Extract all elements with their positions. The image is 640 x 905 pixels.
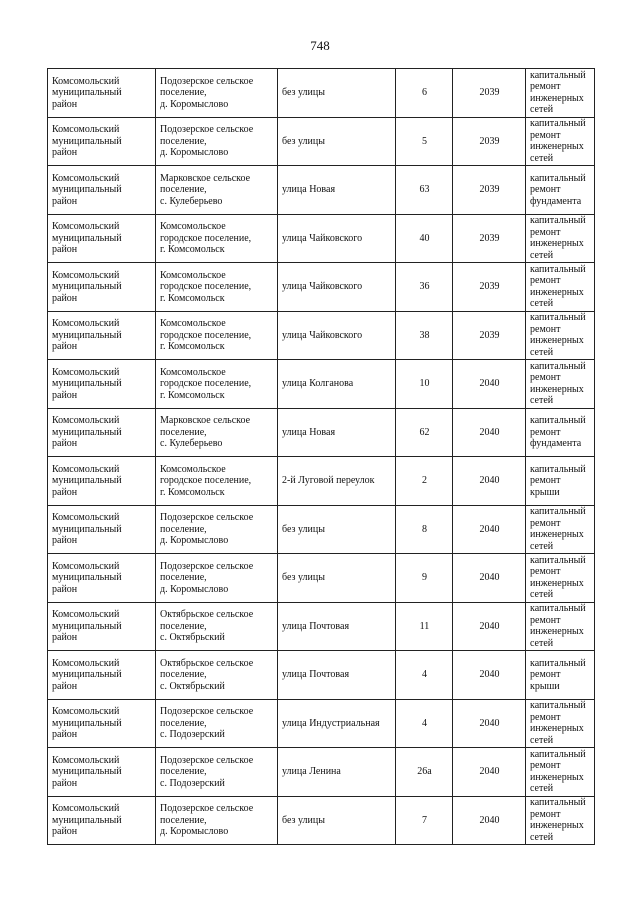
street-cell-text: без улицы [282,135,325,147]
work-type-cell [526,505,595,554]
street-cell [278,117,396,166]
house-number-cell-text: 38 [419,329,430,341]
house-number-cell-text: 8 [422,523,427,535]
settlement-cell-text: Марковское сельское поселение, с. Кулеберьево [160,415,251,449]
table-row [48,505,595,554]
settlement-cell-text: Комсомольское городское поселение, г. Комсомольск [160,463,252,498]
street-cell-text: 2-й Луговой переулок [282,475,375,486]
house-number-cell [396,505,453,554]
settlement-cell-text: Подозерское сельское поселение, д. Коромыслово [160,512,254,546]
street-cell-text: без улицы [282,814,325,826]
table-row [48,796,595,845]
street-cell-text: улица Новая [282,184,336,195]
work-type-cell-text: капитальный ремонт крыши [530,463,586,498]
settlement-cell [156,360,278,409]
year-cell [453,214,526,263]
house-number-cell-text: 7 [422,814,427,826]
house-number-cell-text: 63 [419,184,430,195]
year-cell-text: 2039 [479,232,500,244]
work-type-cell-text: капитальный ремонт инженерных сетей [530,506,586,552]
work-type-cell [526,311,595,360]
work-type-cell-text: капитальный ремонт фундамента [530,172,586,207]
work-type-cell-text: капитальный ремонт фундамента [530,415,586,449]
settlement-cell [156,554,278,603]
district-cell-text: Комсомольский муниципальный район [52,706,122,740]
house-number-cell [396,457,453,506]
work-type-cell [526,263,595,312]
work-type-cell [526,602,595,651]
district-cell [48,166,156,215]
street-cell-text: улица Чайковского [282,232,363,244]
settlement-cell-text: Октябрьское сельское поселение, с. Октябрьский [160,657,254,692]
house-number-cell [396,408,453,457]
work-type-cell [526,69,595,118]
house-number-cell [396,699,453,748]
settlement-cell-text: Подозерское сельское поселение, д. Коромыслово [160,803,254,837]
work-type-cell [526,166,595,215]
district-cell [48,214,156,263]
settlement-cell [156,69,278,118]
settlement-cell-text: Комсомольское городское поселение, г. Комсомольск [160,269,252,304]
street-cell-text: без улицы [282,87,325,98]
year-cell [453,360,526,409]
street-cell [278,360,396,409]
work-type-cell-text: капитальный ремонт инженерных сетей [530,312,586,358]
house-number-cell [396,69,453,118]
street-cell-text: улица Почтовая [282,620,350,632]
year-cell [453,408,526,457]
street-cell [278,748,396,797]
year-cell [453,311,526,360]
settlement-cell [156,651,278,700]
settlement-cell [156,311,278,360]
year-cell [453,699,526,748]
year-cell-text: 2039 [479,135,500,147]
district-cell-text: Комсомольский муниципальный район [52,463,122,498]
table-row [48,457,595,506]
table-body [48,69,595,845]
year-cell [453,457,526,506]
work-type-cell [526,457,595,506]
housing-repair-table [47,68,595,845]
district-cell [48,69,156,118]
work-type-cell-text: капитальный ремонт инженерных сетей [530,700,586,746]
settlement-cell-text: Октябрьское сельское поселение, с. Октябрьский [160,609,254,643]
year-cell [453,69,526,118]
table-row [48,117,595,166]
year-cell-text: 2039 [479,329,500,341]
district-cell [48,263,156,312]
settlement-cell [156,117,278,166]
year-cell [453,263,526,312]
settlement-cell-text: Комсомольское городское поселение, г. Комсомольск [160,366,252,401]
settlement-cell-text: Комсомольское городское поселение, г. Комсомольск [160,221,252,255]
work-type-cell-text: капитальный ремонт инженерных сетей [530,360,586,407]
settlement-cell [156,457,278,506]
district-cell-text: Комсомольский муниципальный район [52,754,122,789]
house-number-cell-text: 11 [419,620,430,632]
table-row [48,748,595,797]
street-cell [278,214,396,263]
work-type-cell-text: капитальный ремонт инженерных сетей [530,748,586,795]
year-cell-text: 2040 [479,378,500,389]
year-cell-text: 2040 [479,475,500,486]
settlement-cell-text: Марковское сельское поселение, с. Кулеберьево [160,172,251,207]
street-cell [278,263,396,312]
district-cell [48,505,156,554]
year-cell-text: 2039 [479,281,500,292]
work-type-cell-text: капитальный ремонт инженерных сетей [530,797,586,843]
district-cell-text: Комсомольский муниципальный район [52,366,122,401]
year-cell [453,117,526,166]
settlement-cell-text: Подозерское сельское поселение, д. Коромыслово [160,124,254,158]
table-row [48,699,595,748]
work-type-cell [526,796,595,845]
year-cell-text: 2039 [479,87,500,98]
house-number-cell-text: 36 [419,281,430,292]
settlement-cell [156,505,278,554]
district-cell-text: Комсомольский муниципальный район [52,75,122,110]
house-number-cell-text: 2 [422,475,427,486]
work-type-cell [526,651,595,700]
work-type-cell [526,214,595,263]
house-number-cell [396,263,453,312]
district-cell [48,651,156,700]
settlement-cell-text: Подозерское сельское поселение, с. Подозерский [160,706,254,740]
house-number-cell-text: 6 [422,87,427,98]
year-cell [453,651,526,700]
house-number-cell [396,214,453,263]
settlement-cell-text: Подозерское сельское поселение, д. Коромыслово [160,560,254,595]
work-type-cell-text: капитальный ремонт инженерных сетей [530,554,586,601]
district-cell-text: Комсомольский муниципальный район [52,269,122,304]
district-cell [48,408,156,457]
district-cell [48,457,156,506]
district-cell-text: Комсомольский муниципальный район [52,609,122,643]
settlement-cell [156,699,278,748]
street-cell [278,505,396,554]
district-cell [48,311,156,360]
year-cell-text: 2040 [479,669,500,680]
year-cell-text: 2040 [479,426,500,438]
street-cell-text: без улицы [282,572,325,583]
page-number: 748 [310,38,330,53]
street-cell [278,166,396,215]
house-number-cell-text: 62 [419,426,430,438]
house-number-cell [396,360,453,409]
district-cell-text: Комсомольский муниципальный район [52,803,122,837]
work-type-cell [526,699,595,748]
work-type-cell [526,360,595,409]
street-cell-text: улица Чайковского [282,329,363,341]
work-type-cell [526,748,595,797]
settlement-cell [156,602,278,651]
street-cell [278,69,396,118]
year-cell-text: 2040 [479,766,500,777]
district-cell [48,748,156,797]
district-cell [48,360,156,409]
street-cell [278,408,396,457]
district-cell-text: Комсомольский муниципальный район [52,415,122,449]
district-cell-text: Комсомольский муниципальный район [52,657,122,692]
house-number-cell [396,651,453,700]
house-number-cell-text: 9 [422,572,427,583]
year-cell-text: 2040 [479,620,500,632]
house-number-cell [396,796,453,845]
settlement-cell-text: Подозерское сельское поселение, с. Подозерский [160,754,254,789]
street-cell-text: улица Новая [282,426,336,438]
settlement-cell [156,166,278,215]
district-cell [48,699,156,748]
table-row [48,69,595,118]
house-number-cell-text: 5 [422,135,427,147]
work-type-cell [526,408,595,457]
house-number-cell-text: 10 [419,378,430,389]
settlement-cell [156,796,278,845]
year-cell-text: 2039 [479,184,500,195]
street-cell-text: улица Почтовая [282,669,350,680]
year-cell [453,166,526,215]
district-cell-text: Комсомольский муниципальный район [52,221,122,255]
year-cell [453,554,526,603]
work-type-cell-text: капитальный ремонт инженерных сетей [530,118,586,164]
house-number-cell [396,117,453,166]
street-cell [278,651,396,700]
street-cell [278,457,396,506]
settlement-cell [156,748,278,797]
street-cell-text: улица Индустриальная [282,717,380,729]
house-number-cell [396,166,453,215]
work-type-cell-text: капитальный ремонт инженерных сетей [530,215,586,261]
year-cell [453,748,526,797]
table-row [48,651,595,700]
settlement-cell-text: Комсомольское городское поселение, г. Комсомольск [160,318,252,352]
table-row [48,602,595,651]
street-cell [278,554,396,603]
settlement-cell [156,214,278,263]
street-cell-text: без улицы [282,523,325,535]
work-type-cell-text: капитальный ремонт инженерных сетей [530,263,586,310]
street-cell [278,311,396,360]
street-cell [278,796,396,845]
district-cell-text: Комсомольский муниципальный район [52,512,122,546]
house-number-cell-text: 4 [422,669,427,680]
street-cell [278,699,396,748]
house-number-cell [396,554,453,603]
year-cell-text: 2040 [479,814,500,826]
table-row [48,263,595,312]
settlement-cell [156,263,278,312]
street-cell-text: улица Чайковского [282,281,363,292]
year-cell-text: 2040 [479,572,500,583]
settlement-cell-text: Подозерское сельское поселение, д. Коромыслово [160,75,254,110]
table-row [48,360,595,409]
house-number-cell [396,311,453,360]
district-cell [48,554,156,603]
table-row [48,311,595,360]
district-cell-text: Комсомольский муниципальный район [52,318,122,352]
house-number-cell-text: 4 [422,717,427,729]
table-row [48,214,595,263]
house-number-cell-text: 26а [417,766,432,777]
work-type-cell-text: капитальный ремонт крыши [530,657,586,692]
work-type-cell-text: капитальный ремонт инженерных сетей [530,603,586,649]
year-cell-text: 2040 [479,717,500,729]
settlement-cell [156,408,278,457]
year-cell-text: 2040 [479,523,500,535]
work-type-cell-text: капитальный ремонт инженерных сетей [530,69,586,116]
house-number-cell-text: 40 [419,232,430,244]
year-cell [453,796,526,845]
district-cell [48,796,156,845]
work-type-cell [526,117,595,166]
district-cell-text: Комсомольский муниципальный район [52,172,122,207]
street-cell-text: улица Колганова [282,378,354,389]
district-cell-text: Комсомольский муниципальный район [52,560,122,595]
district-cell [48,117,156,166]
street-cell [278,602,396,651]
house-number-cell [396,748,453,797]
district-cell-text: Комсомольский муниципальный район [52,124,122,158]
district-cell [48,602,156,651]
year-cell [453,505,526,554]
street-cell-text: улица Ленина [282,766,341,777]
table-row [48,554,595,603]
house-number-cell [396,602,453,651]
work-type-cell [526,554,595,603]
table-row [48,166,595,215]
year-cell [453,602,526,651]
table-row [48,408,595,457]
